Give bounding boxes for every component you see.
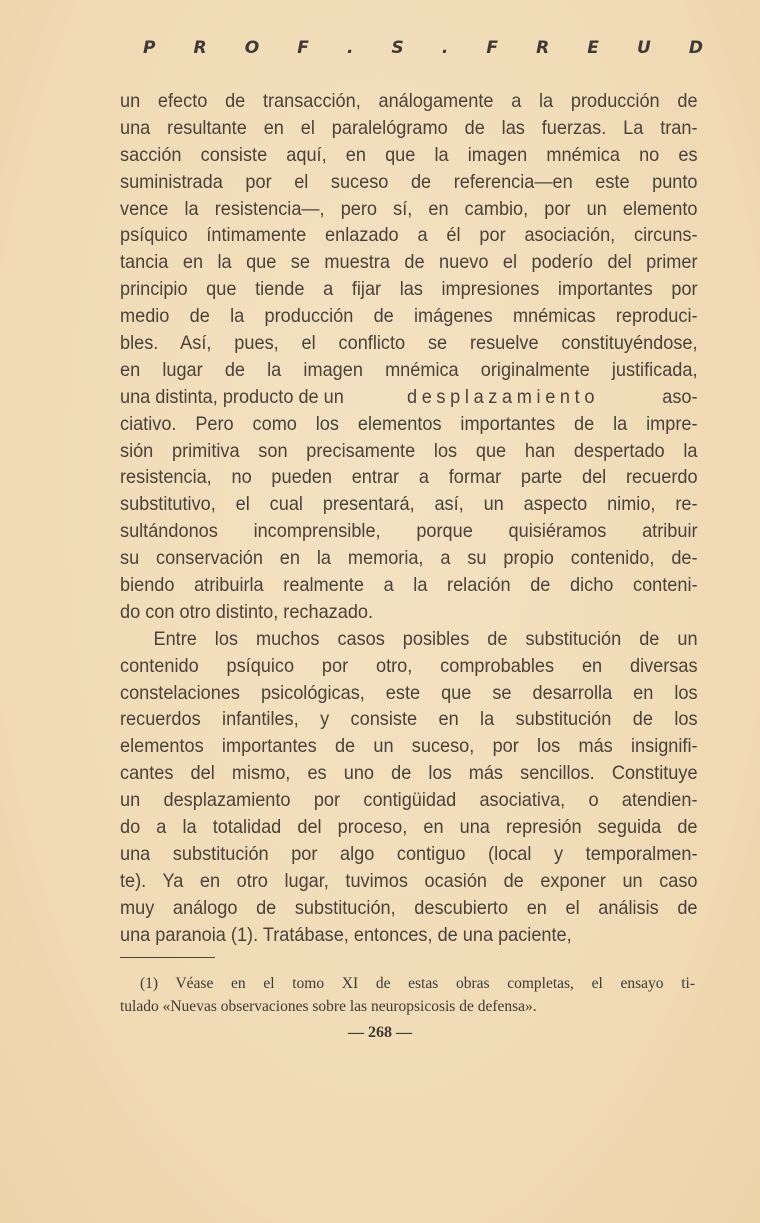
text-line: en lugar de la imagen mnémica originalmente justificada, [120,358,698,381]
text-line: sultándonos incomprensible, porque quisiéramos atribuir [120,520,698,543]
text-line: tancia en la que se muestra de nuevo el poderío del primer [120,251,698,274]
header-letter: F [486,38,498,58]
header-letter: R [536,38,550,58]
text-line: vence la resistencia—, pero sí, en cambio, por un elemento [120,197,698,220]
text-line: principio que tiende a fijar las impresiones importantes por [120,278,698,301]
text-line: una paranoia (1). Tratábase, entonces, de una paciente, [120,923,572,946]
header-letter: . [346,38,354,58]
text-line: sión primitiva son precisamente los que han despertado la [120,439,698,462]
text-line: do a la totalidad del proceso, en una represión seguida de [120,816,698,839]
text-line: psíquico íntimamente enlazado a él por asociación, circuns- [120,224,698,247]
footnote-divider [120,957,215,958]
body-text [120,88,698,949]
text-line: una resultante en el paralelógramo de las fuerzas. La tran- [120,116,698,139]
text-line: constelaciones psicológicas, este que se desarrolla en los [120,681,698,704]
text-line: una substitución por algo contiguo (local y temporalmen- [120,842,698,865]
header-letter: U [636,38,651,58]
text-line: sacción consiste aquí, en que la imagen mnémica no es [120,143,698,166]
text-line: medio de la producción de imágenes mnémicas reproduci- [120,305,698,328]
text-line: resistencia, no pueden entrar a formar parte del recuerdo [120,466,698,489]
header-letter: E [587,38,599,58]
text-line: recuerdos infantiles, y consiste en la substitución de los [120,708,698,731]
text-line: substitutivo, el cual presentará, así, un aspecto nimio, re- [120,493,698,516]
header-letter: S [391,38,404,58]
text-line: te). Ya en otro lugar, tuvimos ocasión de exponer un caso [120,869,698,892]
header-letter: O [244,38,260,58]
header-letter: F [297,38,309,58]
text-line: elementos importantes de un suceso, por los más insignifi- [120,735,698,758]
text-line: ciativo. Pero como los elementos importantes de la impre- [120,412,698,435]
text-line: bles. Así, pues, el conflicto se resuelve constituyéndose, [120,332,698,355]
text-line: un desplazamiento por contigüidad asociativa, o atendien- [120,789,698,812]
footnote-line: (1) Véase en el tomo XI de estas obras completas, el ensayo ti- [140,975,695,992]
header-letter: . [441,38,449,58]
page-number: — 268 — [348,1024,412,1041]
header-letter: D [688,38,703,58]
footnote-line: tulado «Nuevas observaciones sobre las neuropsicosis de defensa». [120,998,537,1015]
text-line: do con otro distinto, rechazado. [120,600,374,623]
text-fragment: aso- [657,385,698,408]
text-line: muy análogo de substitución, descubierto en el análisis de [120,896,698,919]
text-fragment: una distinta, producto de un [120,385,349,408]
text-line: biendo atribuirla realmente a la relación de dicho conteni- [120,574,698,597]
paragraph-first-line: Entre los muchos casos posibles de substitución de un [153,627,698,650]
header-letter: P [143,38,156,58]
emphasized-word: desplazamiento [406,385,600,408]
text-line [120,384,698,411]
paragraph-first-line: un efecto de transacción, análogamente a la producción de [120,90,698,112]
text-line: suministrada por el suceso de referencia—en este punto [120,170,698,193]
text-line: cantes del mismo, es uno de los más sencillos. Constituye [120,762,698,785]
header-letter: R [193,38,207,58]
footnotes [120,972,695,1018]
text-line: contenido psíquico por otro, comprobables en diversas [120,654,698,677]
text-line: su conservación en la memoria, a su propio contenido, de- [120,547,698,570]
running-header [143,38,703,58]
